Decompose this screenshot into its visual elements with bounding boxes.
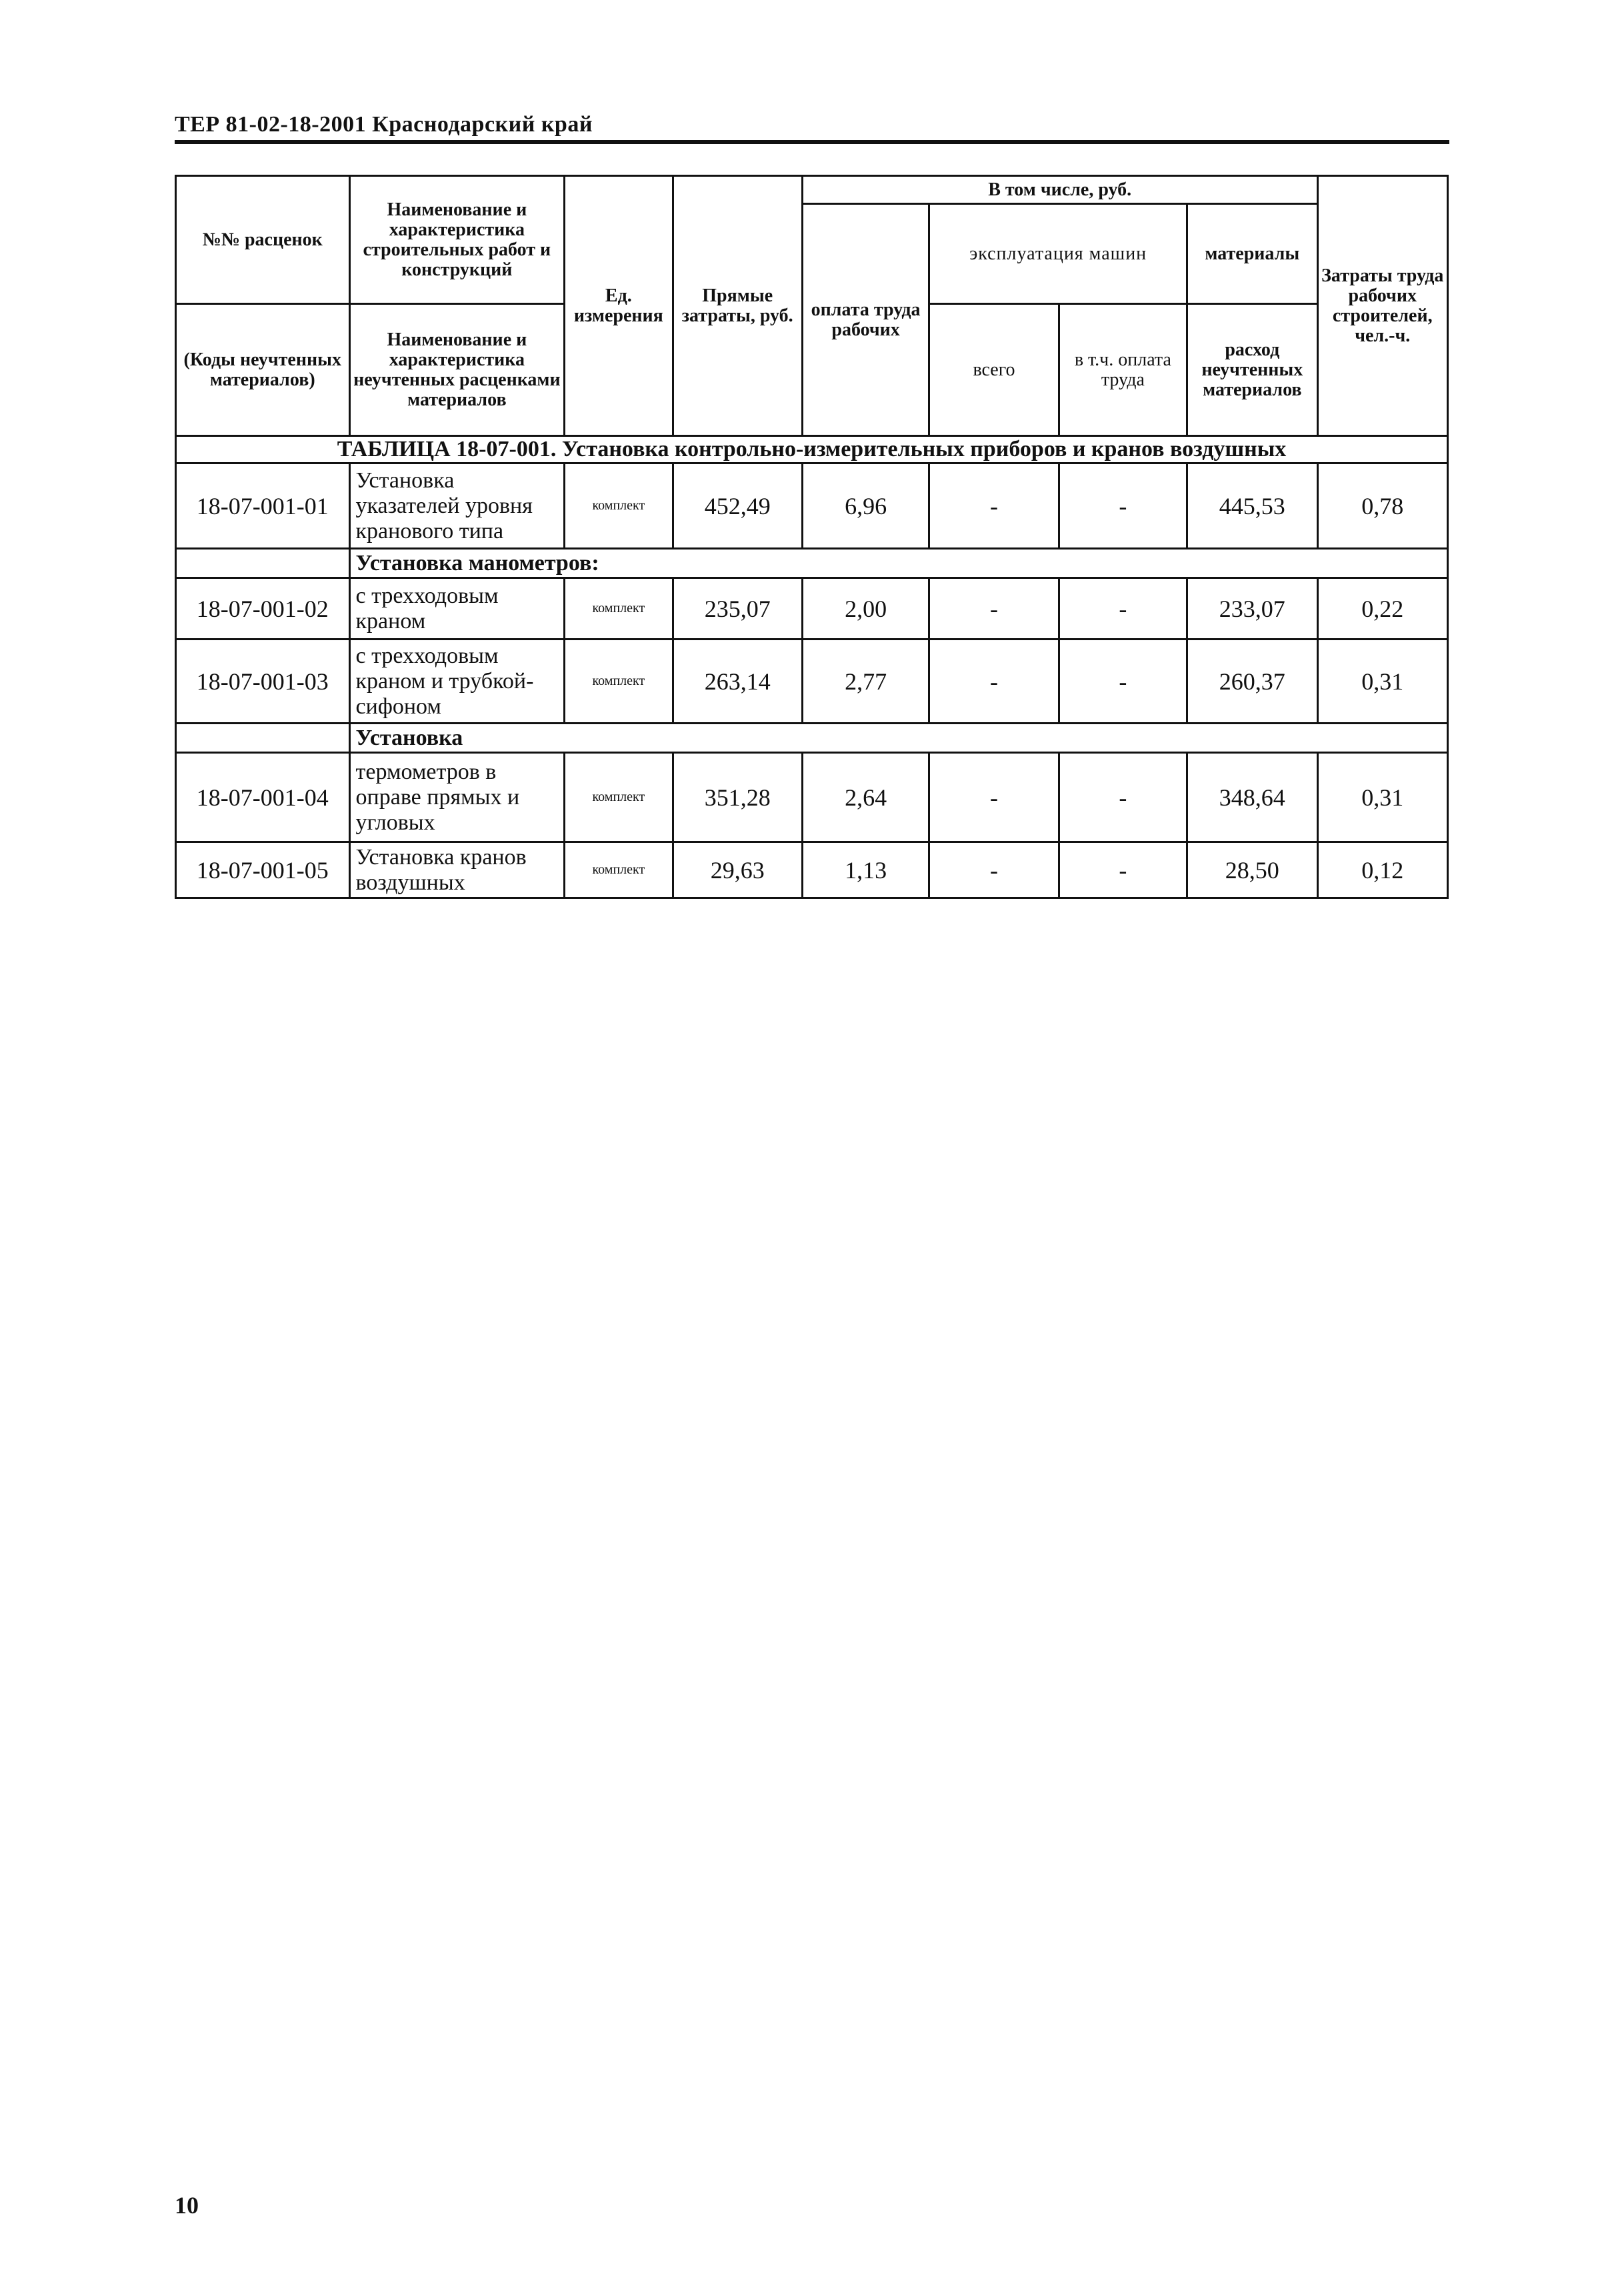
- wages-cell: 2,77: [802, 640, 929, 724]
- machines-total-cell: -: [929, 578, 1059, 640]
- unit-cell: комплект: [565, 753, 673, 842]
- empty-code-cell: [176, 724, 350, 753]
- table-row: [176, 463, 1448, 549]
- wages-cell: 2,64: [802, 753, 929, 842]
- direct-costs-cell: 29,63: [673, 842, 802, 898]
- table-row: [176, 753, 1448, 842]
- work-name-cell: Установка указателей уровня кранового типа: [349, 463, 565, 549]
- rate-code-cell: 18-07-001-03: [176, 640, 350, 724]
- table-title: ТАБЛИЦА 18-07-001. Установка контрольно-измерительных приборов и кранов воздушных: [176, 436, 1448, 463]
- machines-wages-cell: -: [1059, 578, 1187, 640]
- page-number: 10: [175, 2192, 199, 2219]
- direct-costs-cell: 452,49: [673, 463, 802, 549]
- machines-wages-cell: -: [1059, 640, 1187, 724]
- machines-total-cell: -: [929, 463, 1059, 549]
- materials-cell: 260,37: [1187, 640, 1317, 724]
- labor-costs-cell: 0,78: [1317, 463, 1447, 549]
- unit-cell: комплект: [565, 842, 673, 898]
- work-name-cell: термометров в оправе прямых и угловых: [349, 753, 565, 842]
- header-including: В том числе, руб.: [802, 176, 1317, 204]
- machines-wages-cell: -: [1059, 463, 1187, 549]
- header-rule: [175, 140, 1449, 144]
- subheading: Установка манометров:: [349, 549, 1447, 578]
- materials-cell: 445,53: [1187, 463, 1317, 549]
- header-name-sub: Наименование и характеристика неучтенных расценками материалов: [349, 304, 565, 436]
- labor-costs-cell: 0,31: [1317, 753, 1447, 842]
- materials-cell: 233,07: [1187, 578, 1317, 640]
- direct-costs-cell: 235,07: [673, 578, 802, 640]
- header-machines: эксплуатация машин: [929, 204, 1187, 304]
- work-name-cell: с трехходовым краном и трубкой-сифоном: [349, 640, 565, 724]
- table-subheading-row: [176, 724, 1448, 753]
- labor-costs-cell: 0,22: [1317, 578, 1447, 640]
- machines-total-cell: -: [929, 640, 1059, 724]
- machines-total-cell: -: [929, 753, 1059, 842]
- direct-costs-cell: 351,28: [673, 753, 802, 842]
- header-machines-total: всего: [929, 304, 1059, 436]
- rate-code-cell: 18-07-001-01: [176, 463, 350, 549]
- header-machines-wages: в т.ч. оплата труда: [1059, 304, 1187, 436]
- header-code-sub: (Коды неучтенных материалов): [176, 304, 350, 436]
- header-direct-costs: Прямые затраты, руб.: [673, 176, 802, 436]
- rate-code-cell: 18-07-001-05: [176, 842, 350, 898]
- header-materials: материалы: [1187, 204, 1317, 304]
- labor-costs-cell: 0,31: [1317, 640, 1447, 724]
- table-row: [176, 842, 1448, 898]
- header-unit: Ед. измерения: [565, 176, 673, 436]
- rate-code-cell: 18-07-001-02: [176, 578, 350, 640]
- machines-wages-cell: -: [1059, 842, 1187, 898]
- subheading: Установка: [349, 724, 1447, 753]
- labor-costs-cell: 0,12: [1317, 842, 1447, 898]
- document-header: ТЕР 81-02-18-2001 Краснодарский край: [175, 112, 593, 137]
- wages-cell: 1,13: [802, 842, 929, 898]
- table-row: [176, 578, 1448, 640]
- work-name-cell: с трехходовым краном: [349, 578, 565, 640]
- work-name-cell: Установка кранов воздушных: [349, 842, 565, 898]
- header-name: Наименование и характеристика строительных работ и конструкций: [349, 176, 565, 304]
- table-row: [176, 640, 1448, 724]
- rate-code-cell: 18-07-001-04: [176, 753, 350, 842]
- header-wages: оплата труда рабочих: [802, 204, 929, 436]
- header-materials-sub: расход неучтенных материалов: [1187, 304, 1317, 436]
- materials-cell: 348,64: [1187, 753, 1317, 842]
- header-labor: Затраты труда рабочих строителей, чел.-ч.: [1317, 176, 1447, 436]
- materials-cell: 28,50: [1187, 842, 1317, 898]
- direct-costs-cell: 263,14: [673, 640, 802, 724]
- empty-code-cell: [176, 549, 350, 578]
- unit-cell: комплект: [565, 640, 673, 724]
- wages-cell: 2,00: [802, 578, 929, 640]
- machines-total-cell: -: [929, 842, 1059, 898]
- header-code: №№ расценок: [176, 176, 350, 304]
- unit-cell: комплект: [565, 578, 673, 640]
- rates-table: [175, 175, 1449, 899]
- wages-cell: 6,96: [802, 463, 929, 549]
- unit-cell: комплект: [565, 463, 673, 549]
- machines-wages-cell: -: [1059, 753, 1187, 842]
- table-subheading-row: [176, 549, 1448, 578]
